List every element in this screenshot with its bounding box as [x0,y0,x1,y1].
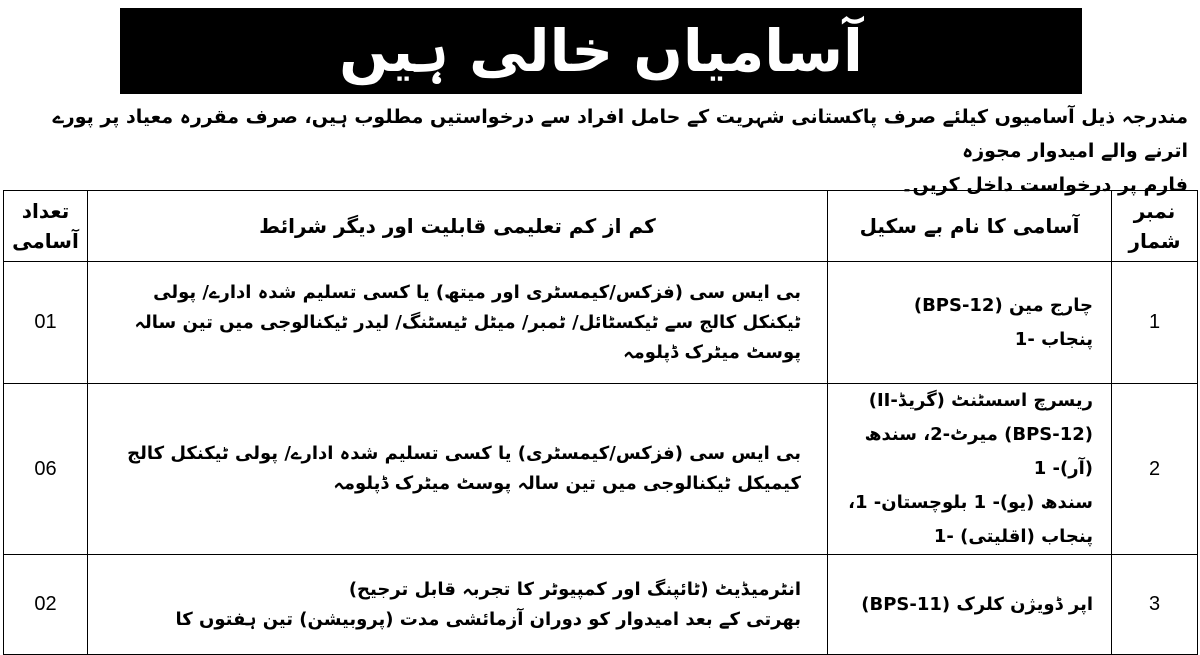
header-count [4,191,88,262]
qualification-cell [88,262,828,384]
table-header-row [4,191,1198,262]
qual-line: ٹیکنکل کالج سے ٹیکسٹائل/ ٹمبر/ میٹل ٹیسٹنگ/ لیدر ٹیکنالوجی میں تین سالہ [134,311,801,333]
header-serial: نمبر شمار [1112,191,1198,262]
qualification-cell [88,555,828,655]
count-cell: 02 [4,555,88,655]
intro-line: فارم پر درخواست داخل کریں۔ [901,174,1188,196]
table-row [4,555,1198,655]
post-line: سندھ (یو)- 1 بلوچستان- 1، [848,492,1093,513]
count-cell: 01 [4,262,88,384]
post-cell [828,384,1112,555]
serial-cell: 2 [1112,384,1198,555]
intro-paragraph [10,100,1188,202]
qual-line: کیمیکل ٹیکنالوجی میں تین سالہ پوسٹ میٹرک ڈپلومہ [333,473,801,494]
qual-line: پوسٹ میٹرک ڈپلومہ [623,341,801,363]
serial-cell: 1 [1112,262,1198,384]
qualification-cell [88,384,828,555]
header-qualification: کم از کم تعلیمی قابلیت اور دیگر شرائط [88,191,828,262]
header-count-line: آسامی [12,229,79,253]
header-post: آسامی کا نام بے سکیل [828,191,1112,262]
post-cell [828,555,1112,655]
post-line: پنجاب (اقلیتی) -1 [933,526,1093,547]
post-line: ریسرچ اسسٹنٹ (گریڈ-II) [868,390,1093,411]
post-cell [828,262,1112,384]
qual-line: بھرتی کے بعد امیدوار کو دوران آزمائشی مدت (پروبیشن) تین ہفتوں کا [175,608,801,630]
post-line: اپر ڈویژن کلرک (BPS-11) [861,593,1093,615]
banner-title: آسامیاں خالی ہیں [120,8,1082,94]
intro-line: مندرجہ ذیل آسامیوں کیلئے صرف پاکستانی شہریت کے حامل افراد سے درخواستیں مطلوب ہیں، صرف مقررہ معیاد پر پورے اترنے والے امیدوار مجوزہ [52,106,1188,162]
count-cell: 06 [4,384,88,555]
table-row [4,262,1198,384]
qual-line: انٹرمیڈیٹ (ٹائپنگ اور کمپیوٹر کا تجربہ قابل ترجیح) [348,578,801,600]
table-row [4,384,1198,555]
qual-line: بی ایس سی (فزکس/کیمسٹری اور میتھ) یا کسی تسلیم شدہ ادارے/ پولی [153,281,801,303]
serial-cell: 3 [1112,555,1198,655]
post-line: چارج مین (BPS-12) [913,294,1093,316]
header-count-line: تعداد [21,199,70,223]
vacancies-table [3,190,1198,655]
post-line: پنجاب -1 [1014,328,1093,350]
post-line: (BPS-12) میرٹ-2، سندھ (آر)- 1 [864,424,1093,479]
qual-line: بی ایس سی (فزکس/کیمسٹری) یا کسی تسلیم شدہ ادارے/ پولی ٹیکنکل کالج [127,443,801,464]
